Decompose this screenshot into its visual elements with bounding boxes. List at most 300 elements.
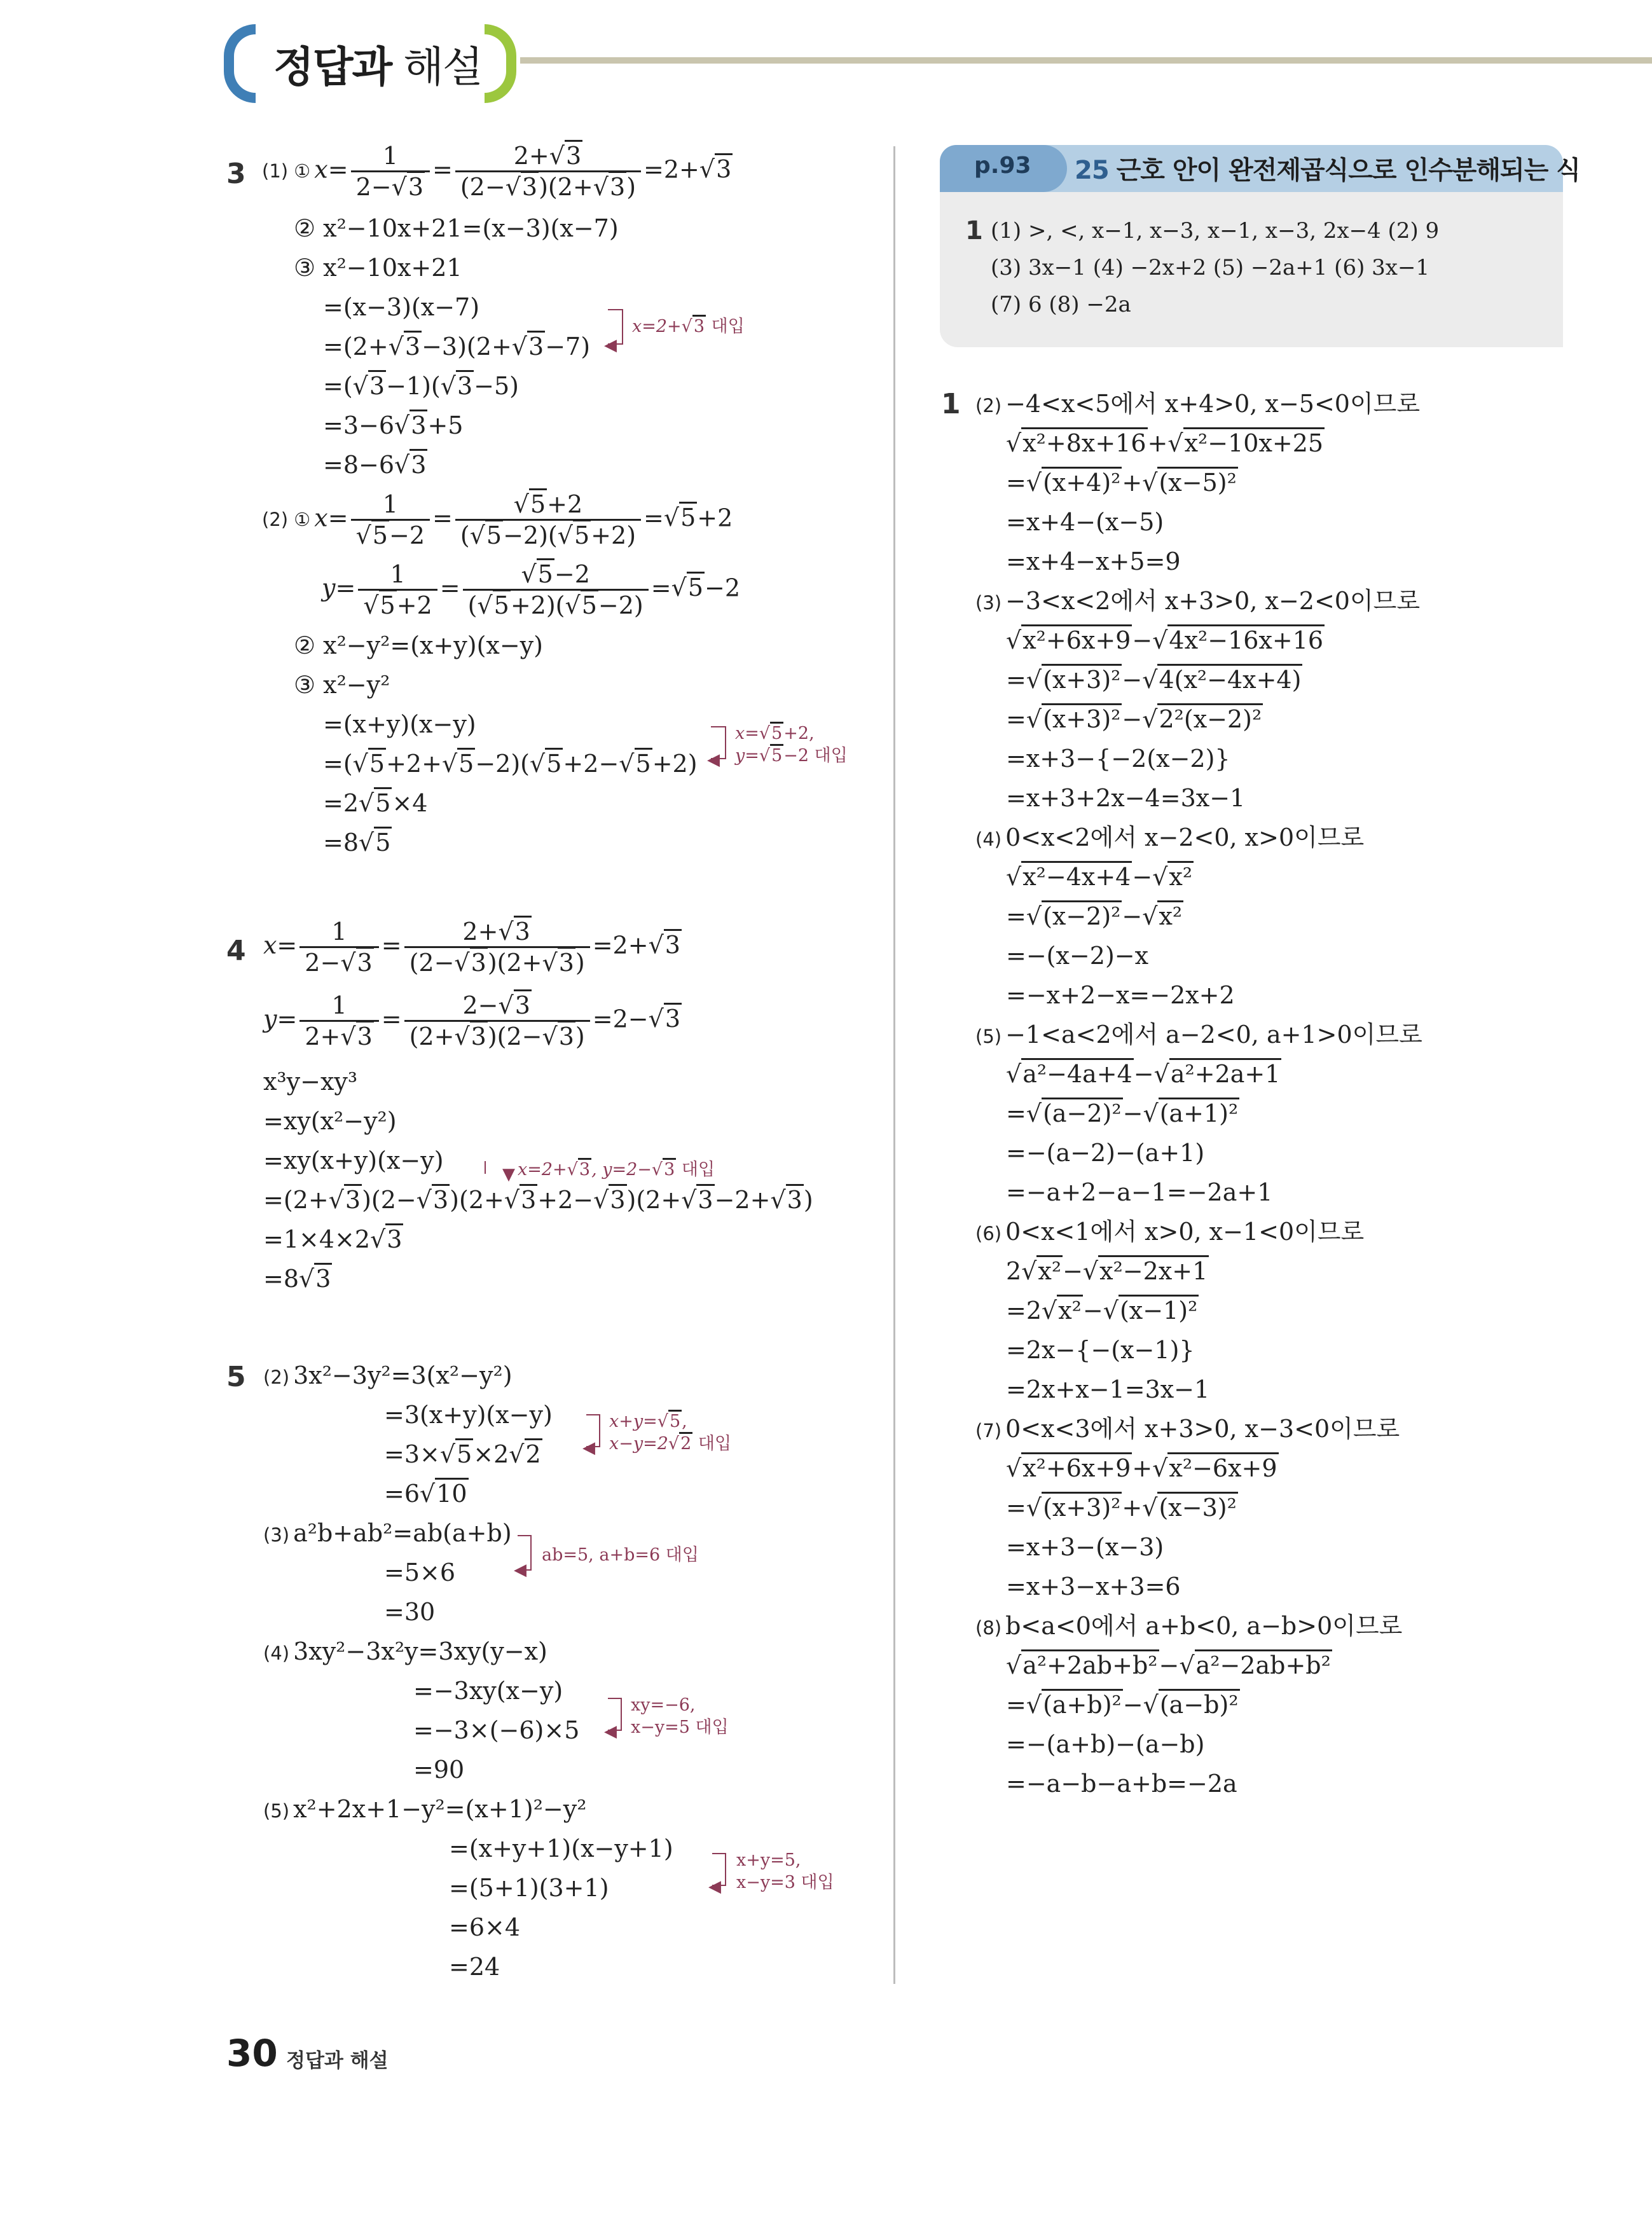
numerator: 1 — [351, 141, 430, 172]
op: − — [1132, 626, 1153, 654]
text: −3)(2+ — [422, 333, 512, 361]
sqrt — [420, 1478, 469, 1508]
radicand: 3 — [385, 1223, 403, 1253]
radicand: (x−3)² — [1157, 1492, 1237, 1522]
fraction — [463, 560, 649, 621]
r7-l3: =x+3−(x−3) — [1006, 1533, 1164, 1561]
sqrt — [370, 1223, 403, 1253]
sqrt — [514, 488, 547, 518]
box-line-2: (3) 3x−1 (4) −2x+2 (5) −2a+1 (6) 3x−1 — [991, 255, 1430, 280]
r2-l3: =x+4−(x−5) — [1006, 508, 1164, 536]
text: x=2+ — [632, 317, 682, 336]
p3-a8 — [323, 450, 427, 481]
sqrt — [681, 1184, 714, 1214]
radicand: 2 — [679, 1432, 692, 1454]
radicand: 3 — [558, 1021, 575, 1050]
text: −2) — [598, 591, 644, 620]
radicand: 5 — [573, 520, 591, 549]
op: + — [1122, 1494, 1143, 1522]
r7-cond — [975, 1414, 1400, 1445]
sqrt — [392, 171, 425, 201]
op: − — [1122, 902, 1143, 930]
text: = — [1006, 902, 1026, 930]
fraction — [299, 991, 378, 1052]
box-line-1: (1) >, <, x−1, x−3, x−1, x−3, 2x−4 (2) 9 — [991, 218, 1440, 244]
op: − — [1122, 1099, 1143, 1127]
text: =1×4×2 — [263, 1225, 371, 1253]
lhs: x= — [263, 931, 298, 960]
text: = — [1006, 705, 1026, 733]
text: +2, — [783, 724, 815, 743]
text: −1)( — [386, 372, 441, 400]
r8-l1 — [1006, 1651, 1332, 1681]
sqrt — [682, 315, 706, 336]
p5-d5: =24 — [449, 1953, 500, 1981]
r8-l3: =−(a+b)−(a−b) — [1006, 1730, 1205, 1758]
fraction — [455, 490, 641, 551]
box-answer-number: 1 — [965, 216, 983, 245]
text: x−y=2 — [609, 1434, 668, 1454]
sqrt — [340, 1021, 373, 1050]
r5-l2 — [1006, 1099, 1239, 1129]
p4-l2 — [263, 991, 682, 1052]
text: = — [1006, 1691, 1026, 1719]
p3-a5 — [323, 332, 590, 362]
text: −2+ — [714, 1186, 771, 1214]
sqrt — [299, 1263, 332, 1293]
text: =2 — [1006, 1297, 1042, 1325]
radicand: 3 — [404, 331, 422, 361]
text: x+y=5, — [736, 1850, 801, 1870]
radicand: 5 — [679, 502, 697, 532]
label: (3) — [263, 1524, 290, 1546]
denominator — [463, 591, 649, 620]
radicand: 5 — [770, 744, 783, 766]
denominator — [299, 948, 378, 977]
text: = — [1006, 666, 1026, 694]
sqrt — [1021, 1255, 1063, 1285]
text: −2 대입 — [783, 746, 848, 766]
sqrt — [1142, 703, 1263, 733]
p3-b7 — [323, 788, 427, 819]
sqrt — [657, 1410, 682, 1431]
sqrt — [1103, 1295, 1199, 1325]
fraction — [455, 141, 641, 202]
text: , y=2− — [591, 1160, 652, 1180]
p3-a4: =(x−3)(x−7) — [323, 293, 480, 321]
text: 2+ — [462, 918, 499, 946]
sqrt — [1179, 1649, 1332, 1679]
text: )(2+ — [539, 173, 593, 202]
equals: = — [644, 504, 664, 532]
sqrt — [558, 520, 591, 549]
p5-d2: =(x+y+1)(x−y+1) — [449, 1834, 673, 1862]
p5-c3: =−3×(−6)×5 — [413, 1716, 580, 1744]
r5-cond — [975, 1020, 1422, 1050]
r4-l3: =−(x−2)−x — [1006, 942, 1149, 970]
text: −2 — [389, 521, 425, 550]
radicand: (x−1)² — [1119, 1295, 1199, 1325]
radicand: 3 — [432, 1184, 450, 1214]
label: (6) — [975, 1223, 1002, 1244]
sqrt — [442, 748, 475, 778]
radicand: 5 — [668, 1410, 682, 1431]
radicand: 3 — [356, 947, 374, 977]
text: −2)( — [503, 521, 558, 550]
radicand: 3 — [715, 153, 733, 183]
radicand: x²−4x+4 — [1021, 861, 1132, 891]
arrow-left-icon: ◀ — [707, 750, 720, 769]
text: a²b+ab²=ab(a+b) — [293, 1519, 512, 1547]
op: − — [1122, 666, 1143, 694]
text: y= — [735, 746, 759, 766]
equals: = — [439, 574, 460, 602]
text: +2) — [591, 521, 637, 550]
box-page-label: p.93 — [974, 153, 1031, 179]
p5-b3: =30 — [384, 1598, 436, 1626]
text: x−y=5 대입 — [631, 1717, 729, 1738]
radicand: 5 — [457, 748, 475, 778]
text: )(2+ — [626, 1186, 682, 1214]
radicand: (x+3)² — [1042, 664, 1122, 694]
text: −5) — [474, 372, 519, 400]
op: + — [1132, 1454, 1153, 1482]
label: (2) ① — [262, 509, 311, 531]
text: 대입 — [676, 1160, 715, 1180]
text: =8−6 — [323, 451, 395, 479]
sqrt — [506, 171, 539, 201]
text: 2− — [462, 991, 499, 1019]
p3-b6 — [323, 749, 698, 780]
p3-a1 — [262, 141, 733, 202]
r6-l4: =2x+x−1=3x−1 — [1006, 1375, 1210, 1403]
p3-b8 — [323, 828, 392, 858]
p3-a7 — [323, 411, 463, 441]
sqrt — [1042, 1295, 1083, 1325]
radicand: (x−2)² — [1042, 900, 1122, 930]
p3-a1-label: (1) ① — [262, 160, 311, 182]
radicand: 5 — [379, 589, 397, 619]
radicand: 4x²−16x+16 — [1167, 624, 1325, 654]
radicand: 3 — [558, 947, 575, 977]
p5-a3 — [384, 1440, 542, 1470]
text: +2− — [563, 750, 619, 778]
text: )(2− — [362, 1186, 416, 1214]
radicand: 5 — [770, 722, 783, 743]
arrow-left-icon: ◀ — [514, 1560, 527, 1580]
text: +2 — [396, 591, 432, 620]
denominator — [351, 172, 430, 202]
sqrt — [1026, 467, 1122, 497]
text: = — [1006, 1494, 1026, 1522]
text: +2 — [697, 504, 733, 532]
label: (7) — [975, 1420, 1002, 1442]
r6-l1 — [1006, 1256, 1209, 1287]
denominator — [351, 521, 430, 550]
text: ) — [803, 1186, 813, 1214]
radicand: 3 — [578, 1158, 591, 1180]
lhs: x= — [314, 504, 348, 532]
r7-l4: =x+3−x+3=6 — [1006, 1573, 1181, 1600]
sqrt — [1006, 1649, 1159, 1679]
lhs: y= — [263, 1005, 298, 1033]
sqrt — [649, 929, 682, 959]
numerator — [404, 991, 590, 1022]
sqrt — [1006, 1452, 1132, 1482]
radicand: 10 — [435, 1478, 468, 1508]
text: , — [682, 1412, 687, 1431]
text: −2 — [705, 574, 741, 602]
p5-a4 — [384, 1479, 469, 1510]
sqrt — [353, 370, 386, 400]
radicand: 5 — [493, 589, 511, 619]
radicand: x² — [1057, 1295, 1083, 1325]
sqrt — [759, 722, 783, 743]
sqrt — [1026, 1492, 1122, 1522]
result: =2− — [592, 1005, 649, 1033]
arrow-left-icon: ◀ — [708, 1877, 721, 1896]
result: =2+ — [592, 931, 649, 960]
radicand: 3 — [664, 1003, 682, 1033]
radicand: 5 — [545, 748, 563, 778]
sqrt — [498, 916, 531, 946]
op: − — [1159, 1651, 1180, 1679]
radicand: 3 — [521, 171, 539, 201]
problem-4-number: 4 — [226, 935, 246, 967]
radicand: x² — [1036, 1255, 1063, 1285]
p4-l8 — [263, 1264, 332, 1295]
radicand: 5 — [374, 787, 392, 817]
radicand: a²+2a+1 — [1169, 1058, 1282, 1088]
box-line-3: (7) 6 (8) −2a — [991, 292, 1131, 317]
sqrt — [1006, 861, 1132, 891]
radicand: 3 — [609, 171, 626, 201]
radicand: a²−2ab+b² — [1195, 1649, 1332, 1679]
p4-l3: x³y−xy³ — [263, 1068, 358, 1096]
r2-cond — [975, 389, 1420, 420]
sqrt — [652, 1158, 676, 1180]
radicand: 3 — [565, 140, 582, 170]
radicand: 5 — [687, 572, 705, 602]
label: (4) — [263, 1642, 290, 1664]
sqrt — [1026, 703, 1122, 733]
sqrt — [440, 1438, 473, 1468]
text: =( — [323, 750, 353, 778]
r3-l4: =x+3−{−2(x−2)} — [1006, 745, 1230, 773]
radicand: 4(x²−4x+4) — [1157, 664, 1302, 694]
radicand: 5 — [581, 589, 598, 619]
sqrt — [1154, 1058, 1282, 1088]
title-light: 해설 — [391, 43, 482, 92]
op: − — [1063, 1257, 1083, 1285]
p3-b4: ③ x²−y² — [294, 671, 390, 699]
r6-l3: =2x−{−(x−1)} — [1006, 1336, 1195, 1364]
text: −7) — [545, 333, 591, 361]
text: ) — [575, 949, 585, 977]
text: =( — [323, 372, 353, 400]
radicand: (a+1)² — [1159, 1098, 1240, 1127]
label: (2) — [263, 1366, 290, 1388]
text: 2 — [1006, 1257, 1022, 1285]
sqrt — [1006, 1058, 1134, 1088]
text: 0<x<3에서 x+3>0, x−3<0이므로 — [1005, 1415, 1400, 1443]
radicand: 3 — [314, 1263, 332, 1293]
sqrt — [512, 331, 545, 361]
sqrt — [509, 1438, 542, 1468]
sqrt — [1006, 624, 1132, 654]
text: ( — [467, 591, 478, 620]
text: 2+ — [305, 1022, 341, 1051]
sqrt — [498, 989, 531, 1019]
r3-l1 — [1006, 626, 1325, 656]
sqrt — [1006, 427, 1148, 457]
sqrt — [542, 947, 575, 977]
denominator — [404, 1022, 590, 1051]
radicand: 5 — [635, 748, 652, 778]
radicand: 3 — [407, 171, 425, 201]
r2-l4: =x+4−x+5=9 — [1006, 547, 1181, 575]
text: 3xy²−3x²y=3xy(y−x) — [293, 1637, 547, 1665]
text: b<a<0에서 a+b<0, a−b>0이므로 — [1005, 1612, 1403, 1640]
sqrt — [1142, 1492, 1238, 1522]
sqrt — [593, 1184, 626, 1214]
text: xy=−6, — [631, 1695, 696, 1715]
r3-l2 — [1006, 665, 1302, 696]
radicand: 3 — [514, 989, 532, 1019]
p5-d4: =6×4 — [449, 1913, 521, 1941]
equals: = — [650, 574, 671, 602]
radicand: x²+6x+9 — [1021, 624, 1132, 654]
sqrt — [567, 1158, 591, 1180]
op: − — [1132, 863, 1153, 891]
r2-l1 — [1006, 429, 1325, 459]
sqrt — [1143, 1098, 1239, 1127]
sqrt — [530, 748, 563, 778]
sqrt — [542, 1021, 575, 1050]
p5-c2: =−3xy(x−y) — [413, 1677, 563, 1705]
sqrt — [1152, 1452, 1278, 1482]
sqrt — [340, 947, 373, 977]
radicand: 3 — [344, 1184, 362, 1214]
radicand: 5 — [455, 1438, 473, 1468]
r3-cond — [975, 586, 1420, 617]
radicand: x² — [1167, 861, 1194, 891]
text: =8 — [263, 1265, 299, 1293]
p5-note-c — [631, 1694, 729, 1738]
text: −1<a<2에서 a−2<0, a+1>0이므로 — [1005, 1021, 1422, 1049]
label: (8) — [975, 1617, 1002, 1639]
p5-d3: =(5+1)(3+1) — [449, 1874, 609, 1902]
sqrt — [668, 1432, 692, 1454]
text: =(2+ — [323, 333, 389, 361]
p3-a2: ② x²−10x+21=(x−3)(x−7) — [294, 214, 619, 242]
sqrt — [549, 140, 582, 170]
header-left-bracket — [224, 24, 256, 103]
p5-note-b: ab=5, a+b=6 대입 — [542, 1545, 699, 1565]
text: 대입 — [692, 1434, 732, 1454]
text: +2) — [652, 750, 698, 778]
p3-b5: =(x+y)(x−y) — [323, 710, 476, 738]
text: ) — [575, 1022, 585, 1051]
label: (5) — [263, 1800, 290, 1822]
sqrt — [394, 410, 427, 439]
title-bold: 정답과 — [273, 43, 392, 92]
denominator — [299, 1022, 378, 1051]
radicand: 3 — [514, 916, 532, 946]
radicand: (x−5)² — [1157, 467, 1237, 497]
text: )(2+ — [487, 949, 542, 977]
sqrt — [1026, 1098, 1123, 1127]
sqrt — [770, 1184, 803, 1214]
r3-l5: =x+3+2x−4=3x−1 — [1006, 784, 1246, 812]
r4-l1 — [1006, 862, 1194, 893]
p5-d1 — [263, 1794, 586, 1825]
p3-note-1 — [632, 315, 745, 338]
p3-a6 — [323, 371, 519, 402]
radicand: 3 — [609, 1184, 626, 1214]
radicand: x²+8x+16 — [1021, 427, 1147, 457]
sqrt — [1026, 900, 1122, 930]
radicand: 5 — [368, 748, 386, 778]
problem-3-number: 3 — [226, 158, 246, 190]
radicand: 3 — [470, 947, 488, 977]
r3-l3 — [1006, 705, 1263, 735]
r5-l3: =−(a−2)−(a+1) — [1006, 1139, 1205, 1167]
sqrt — [593, 171, 626, 201]
sqrt — [477, 589, 510, 619]
radicand: 3 — [696, 1184, 714, 1214]
sqrt — [1142, 467, 1238, 497]
numerator: 1 — [351, 490, 430, 521]
r4-l4: =−x+2−x=−2x+2 — [1006, 981, 1235, 1009]
p5-note-d — [736, 1849, 834, 1894]
p5-note-a — [609, 1410, 731, 1455]
p4-l4: =xy(x²−y²) — [263, 1107, 397, 1135]
p3-a1-lhs: x= — [314, 155, 348, 184]
radicand: (a−2)² — [1042, 1098, 1123, 1127]
text: −2 — [554, 560, 590, 588]
sqrt — [565, 589, 598, 619]
text: ×4 — [392, 789, 428, 817]
sqrt — [356, 520, 389, 549]
sqrt — [454, 947, 487, 977]
fraction — [404, 917, 590, 978]
r8-cond — [975, 1611, 1402, 1642]
sqrt — [359, 787, 392, 817]
equals: = — [381, 931, 402, 960]
sqrt — [1083, 1255, 1209, 1285]
numerator: 1 — [299, 917, 378, 948]
text: x=2+ — [518, 1160, 567, 1180]
result: =2+ — [644, 155, 699, 184]
text: (2− — [409, 949, 455, 977]
text: −4<x<5에서 x+4>0, x−5<0이므로 — [1005, 390, 1421, 418]
arrow-left-icon: ◀ — [604, 336, 617, 355]
p3-b2 — [322, 560, 740, 621]
p4-l6 — [263, 1185, 813, 1216]
r5-l4: =−a+2−a−1=−2a+1 — [1006, 1178, 1273, 1206]
radicand: 2²(x−2)² — [1157, 703, 1263, 733]
equals: = — [432, 155, 453, 184]
fraction — [358, 560, 437, 621]
text: ×2 — [473, 1440, 509, 1468]
text: (2− — [460, 173, 506, 202]
text: = — [1006, 1099, 1026, 1127]
text: =2 — [323, 789, 359, 817]
denominator — [455, 521, 641, 550]
radicand: 3 — [456, 370, 474, 400]
sqrt — [329, 1184, 362, 1214]
